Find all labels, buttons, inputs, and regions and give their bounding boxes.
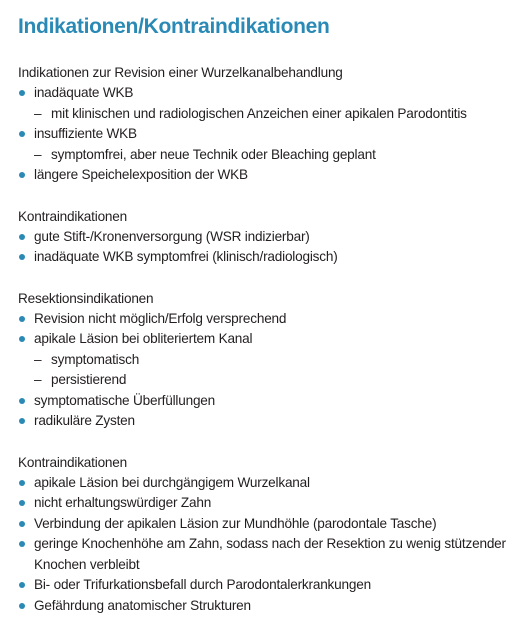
section-heading: Kontraindikationen	[18, 454, 128, 470]
list-item	[18, 473, 518, 494]
bullet-icon	[19, 541, 25, 547]
sub-list	[34, 350, 518, 391]
list-item-text: inadäquate WKB symptomfrei (klinisch/radiologisch)	[34, 249, 338, 264]
bullet-icon	[19, 500, 25, 506]
bullet-icon	[19, 131, 25, 137]
sub-list-item	[34, 350, 518, 371]
bullet-list	[18, 227, 518, 268]
list-item	[18, 329, 518, 391]
section-heading: Indikationen zur Revision einer Wurzelkanalbehandlung	[18, 65, 343, 80]
sub-list-item-text: symptomatisch	[51, 351, 140, 367]
list-item-text: radikuläre Zysten	[34, 413, 135, 428]
sub-list-item	[34, 104, 518, 125]
list-item	[18, 247, 518, 268]
list-item	[18, 227, 518, 248]
bullet-icon	[19, 521, 25, 527]
list-item-text: geringe Knochenhöhe am Zahn, sodass nach der Resektion zu wenig stützender Knochen verbleibt	[34, 536, 506, 572]
bullet-list	[18, 83, 518, 186]
bullet-list	[18, 309, 518, 432]
dash-marker: –	[34, 351, 42, 367]
bullet-icon	[19, 582, 25, 588]
bullet-icon	[19, 254, 25, 260]
list-item	[18, 575, 518, 596]
section	[18, 207, 518, 268]
list-item-text: nicht erhaltungswürdiger Zahn	[34, 495, 212, 510]
sections-container	[18, 63, 518, 616]
list-item-text: Bi- oder Trifurkationsbefall durch Parodontalerkrankungen	[34, 577, 371, 592]
list-item	[18, 124, 518, 165]
bullet-icon	[19, 234, 25, 240]
bullet-icon	[19, 90, 25, 96]
list-item	[18, 534, 518, 575]
sub-list-item	[34, 145, 518, 166]
bullet-icon	[19, 172, 25, 178]
bullet-icon	[19, 316, 25, 322]
section	[18, 63, 518, 186]
list-item-text: symptomatische Überfüllungen	[34, 392, 216, 408]
dash-marker: –	[34, 105, 42, 121]
list-item	[18, 493, 518, 514]
list-item	[18, 391, 518, 412]
list-item-text: Verbindung der apikalen Läsion zur Mundhöhle (parodontale Tasche)	[34, 515, 437, 531]
list-item	[18, 165, 518, 186]
bullet-icon	[19, 418, 25, 424]
bullet-icon	[19, 603, 25, 609]
list-item-text: Revision nicht möglich/Erfolg versprechend	[34, 310, 287, 326]
list-item	[18, 514, 518, 535]
dash-marker: –	[34, 146, 42, 162]
list-item-text: apikale Läsion bei obliteriertem Kanal	[34, 331, 253, 346]
sub-list	[34, 145, 518, 166]
list-item-text: insuffiziente WKB	[34, 126, 137, 141]
section-heading: Resektionsindikationen	[18, 290, 154, 306]
sub-list-item-text: persistierend	[51, 372, 127, 387]
sub-list-item-text: symptomfrei, aber neue Technik oder Bleaching geplant	[51, 146, 376, 162]
bullet-icon	[19, 398, 25, 404]
section	[18, 453, 518, 617]
bullet-icon	[19, 480, 25, 486]
page-title: Indikationen/Kontraindikationen	[18, 15, 330, 38]
bullet-icon	[19, 336, 25, 342]
list-item	[18, 411, 518, 432]
sub-list-item-text: mit klinischen und radiologischen Anzeichen einer apikalen Parodontitis	[51, 105, 467, 121]
list-item-text: apikale Läsion bei durchgängigem Wurzelkanal	[34, 474, 310, 490]
list-item-text: gute Stift-/Kronenversorgung (WSR indizierbar)	[34, 228, 310, 244]
sub-list-item	[34, 370, 518, 391]
section-heading: Kontraindikationen	[18, 208, 128, 224]
dash-marker: –	[34, 372, 42, 387]
list-item	[18, 309, 518, 330]
section	[18, 289, 518, 432]
sub-list	[34, 104, 518, 125]
list-item-text: Gefährdung anatomischer Strukturen	[34, 597, 251, 613]
list-item	[18, 83, 518, 124]
list-item-text: inadäquate WKB	[34, 85, 134, 100]
list-item	[18, 596, 518, 617]
bullet-list	[18, 473, 518, 617]
list-item-text: längere Speichelexposition der WKB	[34, 167, 248, 182]
